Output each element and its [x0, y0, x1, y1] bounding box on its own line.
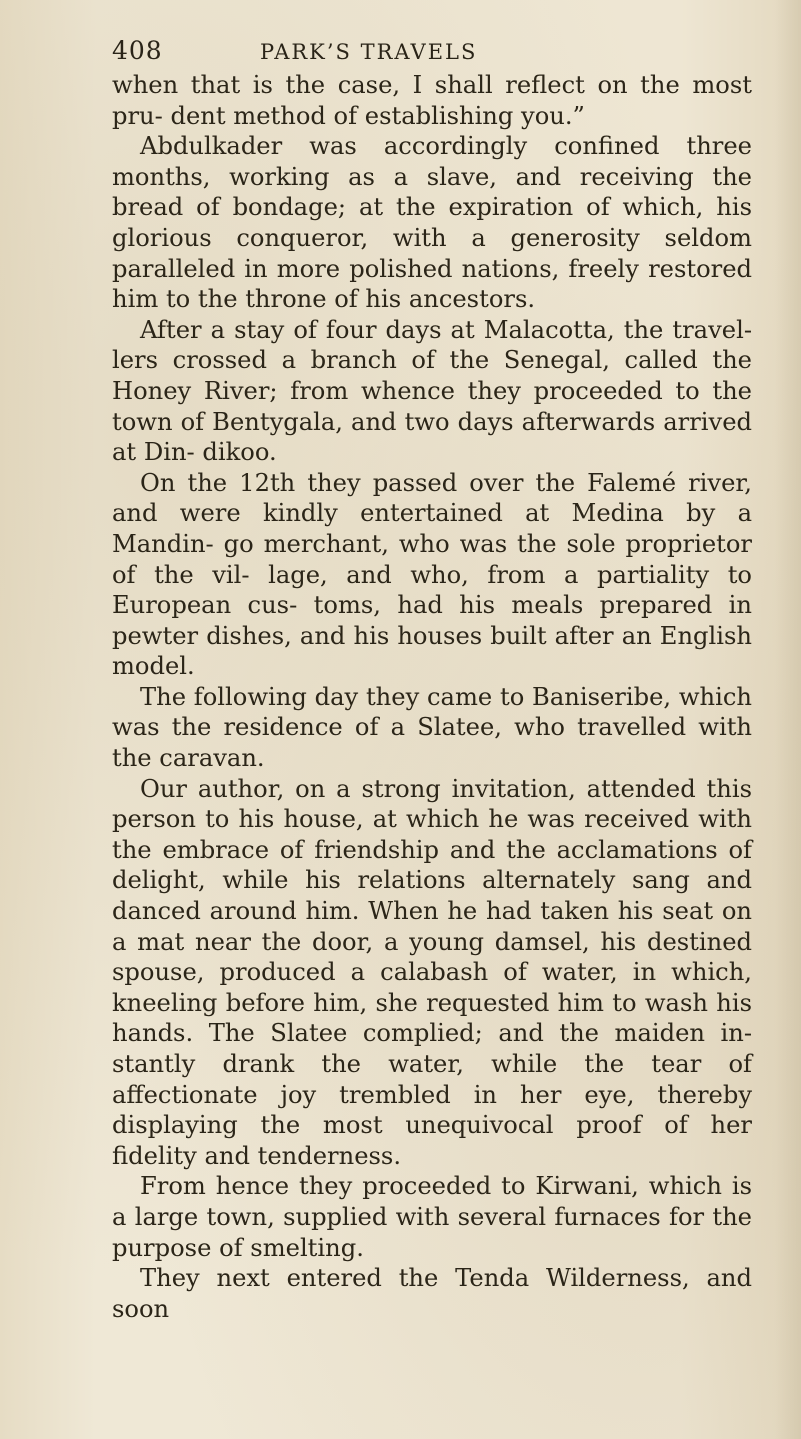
- paragraph-malacotta: After a stay of four days at Malacotta, the travel- lers crossed a branch of the Senegal, called the Honey River; from whence they proceeded to the town of Bentygala, and two days afterwards arrived at Din- dikoo.: [112, 315, 752, 467]
- paragraph-slatee-welcome: Our author, on a strong invitation, attended this person to his house, at which he was received with the embrace of friendship and the acclamations of delight, while his relations alternately sang and danced around him. When he had taken his seat on a mat near the door, a young damsel, his destined spouse, produced a calabash of water, in which, kneeling before him, she requested him to wash his hands. The Slatee complied; and the maiden in- stantly drank the water, while the tear of affectionate joy trembled in her eye, thereby displaying the most unequivocal proof of her fidelity and tenderness.: [112, 774, 752, 1170]
- paragraph-faleme-river: On the 12th they passed over the Falemé river, and were kindly entertained at Medina by a Mandin- go merchant, who was the sole proprietor of the vil- lage, and who, from a partiality to European cus- toms, had his meals prepared in pewter dishes, and his houses built after an English model.: [112, 468, 752, 681]
- running-head: PARK’S TRAVELS: [260, 40, 478, 64]
- paragraph-abdulkader: Abdulkader was accordingly confined three months, working as a slave, and receiving the bread of bondage; at the expiration of which, his glorious conqueror, with a generosity seldom paralleled in more polished nations, freely restored him to the throne of his ancestors.: [112, 132, 752, 314]
- text-body: [112, 70, 752, 1324]
- page-number: 408: [112, 36, 163, 65]
- paragraph-kirwani: From hence they proceeded to Kirwani, which is a large town, supplied with several furnaces for the purpose of smelting.: [112, 1172, 752, 1262]
- paragraph-continuation: when that is the case, I shall reflect on the most pru- dent method of establishing you.”: [112, 71, 752, 130]
- page-edge-shadow: [775, 0, 801, 1439]
- paragraph-baniseribe: The following day they came to Baniseribe, which was the residence of a Slatee, who travelled with the caravan.: [112, 682, 752, 773]
- paragraph-tenda-wilderness: They next entered the Tenda Wilderness, and soon: [112, 1264, 752, 1323]
